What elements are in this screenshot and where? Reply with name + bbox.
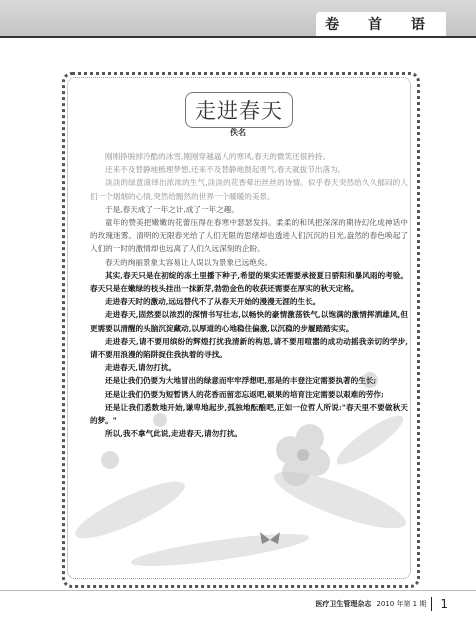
article-paragraph: 走进春天,请勿打扰。: [105, 363, 176, 373]
issue-label: 2010 年第 1 期: [376, 600, 427, 608]
article-paragraph: 其实,春天只是在初绽的冻土里播下种子,希望的果实还需要承接夏日骄阳和暴风雨的考验。春天只是在嫩绿的枝头挂出一抹新芽,勃勃金色的收获还需要在厚实的秋天定格。: [90, 270, 408, 294]
article-paragraph: 走进春天时的激动,远远替代不了从春天开始的漫漫无涯的生长。: [105, 297, 321, 307]
section-tab: [316, 12, 446, 36]
article-paragraph: 走进春天,固然要以浓烈的深情书写壮志,以畅快的豪情激荡铁气,以饱满的激情挥洒雄风,但更需要以清醒的头脑沉淀藏动,以厚道的心地稳住偏激,以沉稳的步履踏踏实实。: [90, 310, 408, 333]
header-rule: [0, 36, 476, 38]
article-paragraph: 还是让我们仍要为大地冒出的绿意而牢牢浮想吧,那是的丰登注定需要执著的生长;: [105, 376, 377, 386]
flower-center: [297, 449, 309, 461]
article-author: 佚名: [230, 127, 246, 137]
article-paragraph: 童年的赞美把嫩嫩的花蕾压得在春寒中瑟瑟发抖。柔柔的和风把深深的期待幻化成神话中的玫瑰迷雾。清明的无限春光给了人们无限的思绪却也透进人们沉沉的目光,盎然的春色唤起了人们的一时的激情却也远离了人们久远深刻的企盼。: [90, 218, 408, 254]
leaf-shape: [70, 472, 190, 548]
footer-rule: [0, 590, 476, 591]
article-paragraph: 还是让我们悉数地开始,谦卑地起步,孤独地酝酿吧,正如一位哲人所说:"春天里不要做秋天的梦。": [90, 402, 408, 426]
article-title: 走进春天: [185, 92, 293, 128]
page-footer: [315, 596, 448, 612]
small-flower: [101, 451, 119, 469]
magazine-name: 医疗卫生管理杂志: [315, 600, 372, 608]
footer-separator: [431, 597, 432, 611]
article-paragraph: 淡淡的绿意演绎出浓浓的生气,淡淡的花香晕出丝丝的诗情。似乎春天突然给久久郁闷的人们一个烟烟的心情,突然给黯然的世界一个暖暖的美景。: [90, 178, 408, 201]
article-paragraph: 走进春天,请不要用缤纷的辉煌打扰我清新的构思,请不要用喧嚣的成功动摇我亲切的学步,请不要用浪漫的陷阱捉住我执着的寻找。: [90, 336, 408, 360]
article-paragraph: 还是让我们仍要为短暂诱人的花香而留恋忘返吧,硕果的培育注定需要以艰难的劳作;: [105, 389, 384, 399]
article-paragraph: 春天的绚丽景象太容易让人误以为景象已远绝矣。: [105, 257, 273, 267]
article-paragraph: 刚刚挣脱掉冷酷的冰雪,刚刚穿越逼人的寒风,春天的微笑还很矜持。: [105, 152, 331, 161]
section-title: 卷 首 语: [325, 17, 437, 33]
leaf-shape: [129, 528, 310, 573]
article-paragraph: 所以,我不拿气此说,走进春天,请勿打扰。: [105, 429, 243, 439]
article-body: [90, 150, 408, 440]
article-paragraph: 于是,春天成了一年之计,成了一年之趣。: [105, 204, 239, 214]
flower-petal: [282, 458, 310, 486]
page-number: 1: [440, 597, 448, 611]
article-paragraph: 还来不及替静地梳理梦想,还来不及替静地鼓起勇气,春天就拔节出落为。: [105, 165, 346, 175]
